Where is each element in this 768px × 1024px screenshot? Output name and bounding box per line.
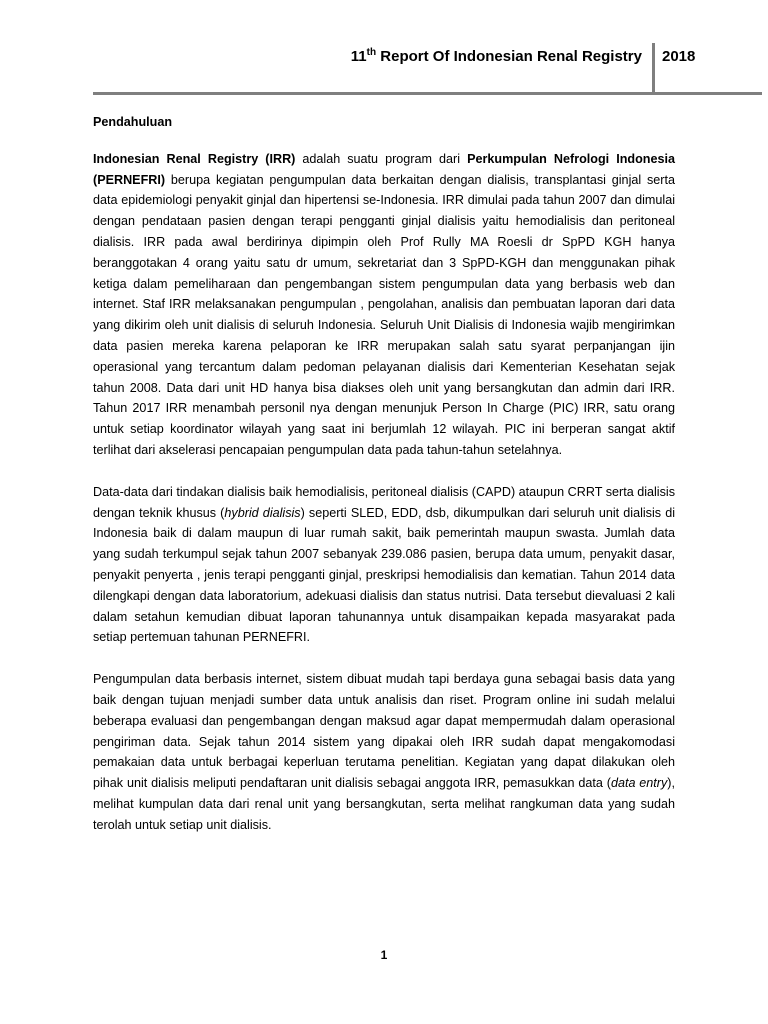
paragraph-text: Pengumpulan data berbasis internet, sistem dibuat mudah tapi berdaya guna sebagai basis data yang baik dengan tujuan menjadi sumber data untuk analisis dan riset. Program online ini sudah melalui beberapa evaluasi dan pengembangan dengan maksud agar dapat mempermudah dalam operasional pengiriman data. Sejak tahun 2014 sistem yang dipakai oleh IRR sudah dapat mengakomodasi pemakaian data untuk berbagai keperluan terutama penelitian. Kegiatan yang dapat dilakukan oleh pihak unit dialisis meliputi pendaftaran unit dialisis sebagai anggota IRR, pemasukkan data ( [93, 672, 675, 791]
paragraph-text: berupa kegiatan pengumpulan data berkaitan dengan dialisis, transplantasi ginjal serta data epidemiologi penyakit ginjal dan hipertensi se-Indonesia. IRR dimulai pada tahun 2007 dan dimulai dengan pendataan pasien dengan terapi pengganti ginjal dialisis yaitu hemodialisis dan peritoneal dialisis. IRR pada awal berdirinya dipimpin oleh Prof Rully MA Roesli dr SpPD KGH hanya beranggotakan 4 orang yaitu satu dr umum, sekretariat dan 3 SpPD-KGH dan menggunakan pihak ketiga dalam pemeliharaan dan pengembangan sistem pengumpulan data yang berbasis web dan internet. Staf IRR melaksanakan pengumpulan , pengolahan, analisis dan pembuatan laporan dari data yang dikirim oleh unit dialisis di seluruh Indonesia. Seluruh Unit Dialisis di Indonesia wajib mengirimkan data pasien mereka karena pelaporan ke IRR merupakan salah satu syarat perpanjangan ijin operasional yang tercantum dalam pedoman pelayanan dialisis dari Kementerian Kesehatan sejak tahun 2008. Data dari unit HD hanya bisa diakses oleh unit yang bersangkutan dan admin dari IRR. Tahun 2017 IRR menambah personil nya dengan menunjuk Person In Charge (PIC) IRR, satu orang untuk setiap koordinator wilayah yang saat ini berjumlah 12 wilayah. PIC ini berperan sangat aktif terlihat dari akselerasi pencapaian pengumpulan data pada tahun-tahun setelahnya. [93, 172, 675, 457]
italic-term: data entry [610, 776, 668, 791]
irr-name: Indonesian Renal Registry (IRR) [93, 151, 296, 166]
paragraph-online-system [93, 669, 675, 835]
paragraph-text: Data-data dari tindakan dialisis baik hemodialisis, peritoneal dialisis (CAPD) ataupun CRRT serta dialisis dengan teknik khusus ( [93, 484, 675, 520]
paragraph-data-collection [93, 482, 675, 648]
report-title-number: 11 [350, 48, 367, 65]
report-title-ordinal: th [366, 47, 377, 58]
page-number: 1 [380, 948, 388, 962]
paragraph-text: ), melihat kumpulan data dari renal unit yang bersangkutan, serta melihat rangkuman data yang sudah terolah untuk setiap unit dialisis. [93, 776, 675, 832]
report-year: 2018 [662, 48, 696, 65]
header-rule [93, 92, 762, 95]
paragraph-intro [93, 149, 675, 461]
report-title-text: Report Of Indonesian Renal Registry [376, 48, 642, 65]
paragraph-text: ) seperti SLED, EDD, dsb, dikumpulkan dari seluruh unit dialisis di Indonesia baik di dalam maupun di luar rumah sakit, baik pemerintah maupun swasta. Jumlah data yang sudah terkumpul sejak tahun 2007 sebanyak 239.086 pasien, berupa data umum, penyakit dasar, penyakit penyerta , jenis terapi pengganti ginjal, preskripsi hemodialisis dan kematian. Tahun 2014 data dilengkapi dengan data laboratorium, adekuasi dialisis dan status nutrisi. Data tersebut dievaluasi 2 kali dalam setahun kemudian dibuat laporan tahunannya untuk disampaikan kepada masyarakat pada setiap pertemuan tahunan PERNEFRI. [93, 505, 675, 645]
page-body [93, 112, 675, 857]
section-title: Pendahuluan [93, 115, 173, 129]
paragraph-text: adalah suatu program dari [295, 151, 468, 166]
report-title [351, 48, 642, 65]
pernefri-name: Perkumpulan Nefrologi Indonesia (PERNEFRI) [93, 151, 675, 187]
italic-term: hybrid dialisis [224, 505, 301, 520]
header-divider [652, 43, 655, 93]
page-header [0, 0, 768, 100]
